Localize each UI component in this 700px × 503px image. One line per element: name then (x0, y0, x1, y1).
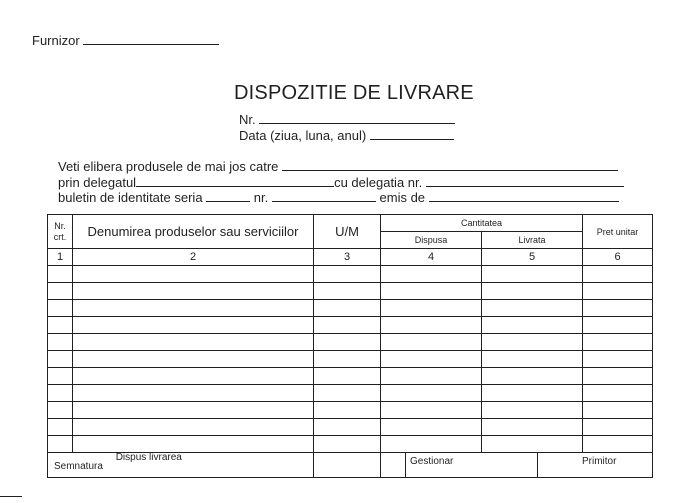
table-cell[interactable] (48, 266, 73, 283)
header-ordered: Dispusa (381, 232, 482, 249)
table-cell[interactable] (583, 419, 653, 436)
table-cell[interactable] (482, 419, 583, 436)
table-cell[interactable] (482, 402, 583, 419)
table-cell[interactable] (73, 334, 314, 351)
header-product: Denumirea produselor sau serviciilor (73, 215, 314, 249)
delegate-input-line[interactable] (136, 186, 334, 187)
table-cell[interactable] (73, 419, 314, 436)
date-input-line[interactable] (370, 139, 454, 140)
table-cell[interactable] (583, 368, 653, 385)
table-cell[interactable] (73, 283, 314, 300)
table-cell[interactable] (314, 317, 381, 334)
table-cell[interactable] (73, 300, 314, 317)
date-field (239, 128, 454, 143)
date-label: Data (ziua, luna, anul) (239, 128, 367, 143)
signature-row (48, 453, 653, 478)
delegate-label: prin delegatul (58, 175, 137, 190)
ordered-delivery-label: Dispus livrarea (115, 452, 182, 463)
table-cell[interactable] (583, 266, 653, 283)
table-cell[interactable] (73, 368, 314, 385)
table-cell[interactable] (314, 419, 381, 436)
table-cell[interactable] (583, 436, 653, 453)
table-cell[interactable] (48, 436, 73, 453)
number-field (239, 112, 455, 127)
table-cell[interactable] (482, 317, 583, 334)
products-table (47, 214, 653, 478)
column-number: 5 (482, 249, 583, 266)
document-title: DISPOZITIE DE LIVRARE (234, 82, 474, 104)
recipient-field (58, 159, 618, 174)
table-cell[interactable] (381, 351, 482, 368)
table-cell[interactable] (583, 385, 653, 402)
table-row (48, 283, 653, 300)
table-cell[interactable] (314, 300, 381, 317)
table-cell[interactable] (482, 436, 583, 453)
table-cell[interactable] (381, 419, 482, 436)
id-series-label: buletin de identitate seria (58, 190, 203, 205)
table-cell[interactable] (48, 317, 73, 334)
receiver-cell[interactable] (538, 453, 653, 478)
table-cell[interactable] (48, 300, 73, 317)
table-row (48, 334, 653, 351)
table-cell[interactable] (583, 317, 653, 334)
table-cell[interactable] (314, 283, 381, 300)
signature-blank-cell[interactable] (381, 453, 406, 478)
table-cell[interactable] (381, 368, 482, 385)
table-cell[interactable] (73, 317, 314, 334)
table-row (48, 300, 653, 317)
table-cell[interactable] (583, 300, 653, 317)
table-cell[interactable] (381, 317, 482, 334)
recipient-input-line[interactable] (282, 170, 618, 171)
table-cell[interactable] (73, 402, 314, 419)
table-row (48, 266, 653, 283)
header-delivered: Livrata (482, 232, 583, 249)
table-row (48, 368, 653, 385)
table-cell[interactable] (482, 385, 583, 402)
table-cell[interactable] (381, 385, 482, 402)
table-cell[interactable] (583, 283, 653, 300)
table-cell[interactable] (482, 351, 583, 368)
table-cell[interactable] (314, 266, 381, 283)
delegate-field (58, 175, 624, 190)
table-cell[interactable] (314, 436, 381, 453)
number-input-line[interactable] (259, 123, 455, 124)
header-unit: U/M (314, 215, 381, 249)
table-cell[interactable] (73, 385, 314, 402)
column-number: 3 (314, 249, 381, 266)
table-cell[interactable] (482, 334, 583, 351)
signature-cell[interactable] (48, 453, 314, 478)
table-cell[interactable] (381, 402, 482, 419)
table-cell[interactable] (314, 334, 381, 351)
signature-blank-cell[interactable] (314, 453, 381, 478)
manager-cell[interactable] (406, 453, 538, 478)
table-row (48, 419, 653, 436)
table-row (48, 402, 653, 419)
column-number: 6 (583, 249, 653, 266)
table-cell[interactable] (381, 283, 482, 300)
table-row (48, 385, 653, 402)
id-number-input-line[interactable] (272, 201, 376, 202)
table-cell[interactable] (482, 283, 583, 300)
delegation-label: cu delegatia nr. (334, 175, 423, 190)
manager-label: Gestionar (410, 456, 454, 467)
table-cell[interactable] (381, 436, 482, 453)
table-cell[interactable] (314, 385, 381, 402)
table-cell[interactable] (314, 351, 381, 368)
table-cell[interactable] (48, 385, 73, 402)
column-number: 1 (48, 249, 73, 266)
header-unit-price: Pret unitar (583, 215, 653, 249)
table-cell[interactable] (48, 351, 73, 368)
table-cell[interactable] (48, 402, 73, 419)
table-cell[interactable] (583, 334, 653, 351)
table-cell[interactable] (381, 300, 482, 317)
receiver-label: Primitor (582, 456, 617, 467)
column-number: 2 (73, 249, 314, 266)
table-cell[interactable] (314, 368, 381, 385)
order-text: Veti elibera produsele de mai jos catre (58, 159, 279, 174)
number-label: Nr. (239, 112, 256, 127)
table-cell[interactable] (48, 419, 73, 436)
table-cell[interactable] (314, 402, 381, 419)
column-number-row (48, 249, 653, 266)
table-cell[interactable] (48, 334, 73, 351)
table-cell[interactable] (583, 351, 653, 368)
column-number: 4 (381, 249, 482, 266)
table-cell[interactable] (583, 402, 653, 419)
table-cell[interactable] (482, 368, 583, 385)
id-card-field (58, 190, 619, 205)
table-row (48, 351, 653, 368)
corner-mark (0, 496, 22, 497)
table-row (48, 317, 653, 334)
table-cell[interactable] (73, 266, 314, 283)
id-series-input-line[interactable] (206, 201, 250, 202)
supplier-field (32, 33, 219, 48)
issued-by-label: emis de (379, 190, 426, 205)
table-cell[interactable] (482, 266, 583, 283)
table-cell[interactable] (482, 300, 583, 317)
issued-by-input-line[interactable] (429, 201, 619, 202)
supplier-input-line[interactable] (83, 44, 219, 45)
supplier-label: Furnizor (32, 33, 80, 48)
id-number-label: nr. (253, 190, 269, 205)
table-cell[interactable] (381, 334, 482, 351)
table-cell[interactable] (48, 368, 73, 385)
header-nr-crt: Nr. crt. (48, 215, 73, 249)
delegation-input-line[interactable] (426, 186, 624, 187)
table-cell[interactable] (48, 283, 73, 300)
signature-label: Semnatura (54, 461, 103, 472)
table-cell[interactable] (381, 266, 482, 283)
header-quantity: Cantitatea (381, 215, 583, 232)
table-cell[interactable] (73, 436, 314, 453)
table-cell[interactable] (73, 351, 314, 368)
